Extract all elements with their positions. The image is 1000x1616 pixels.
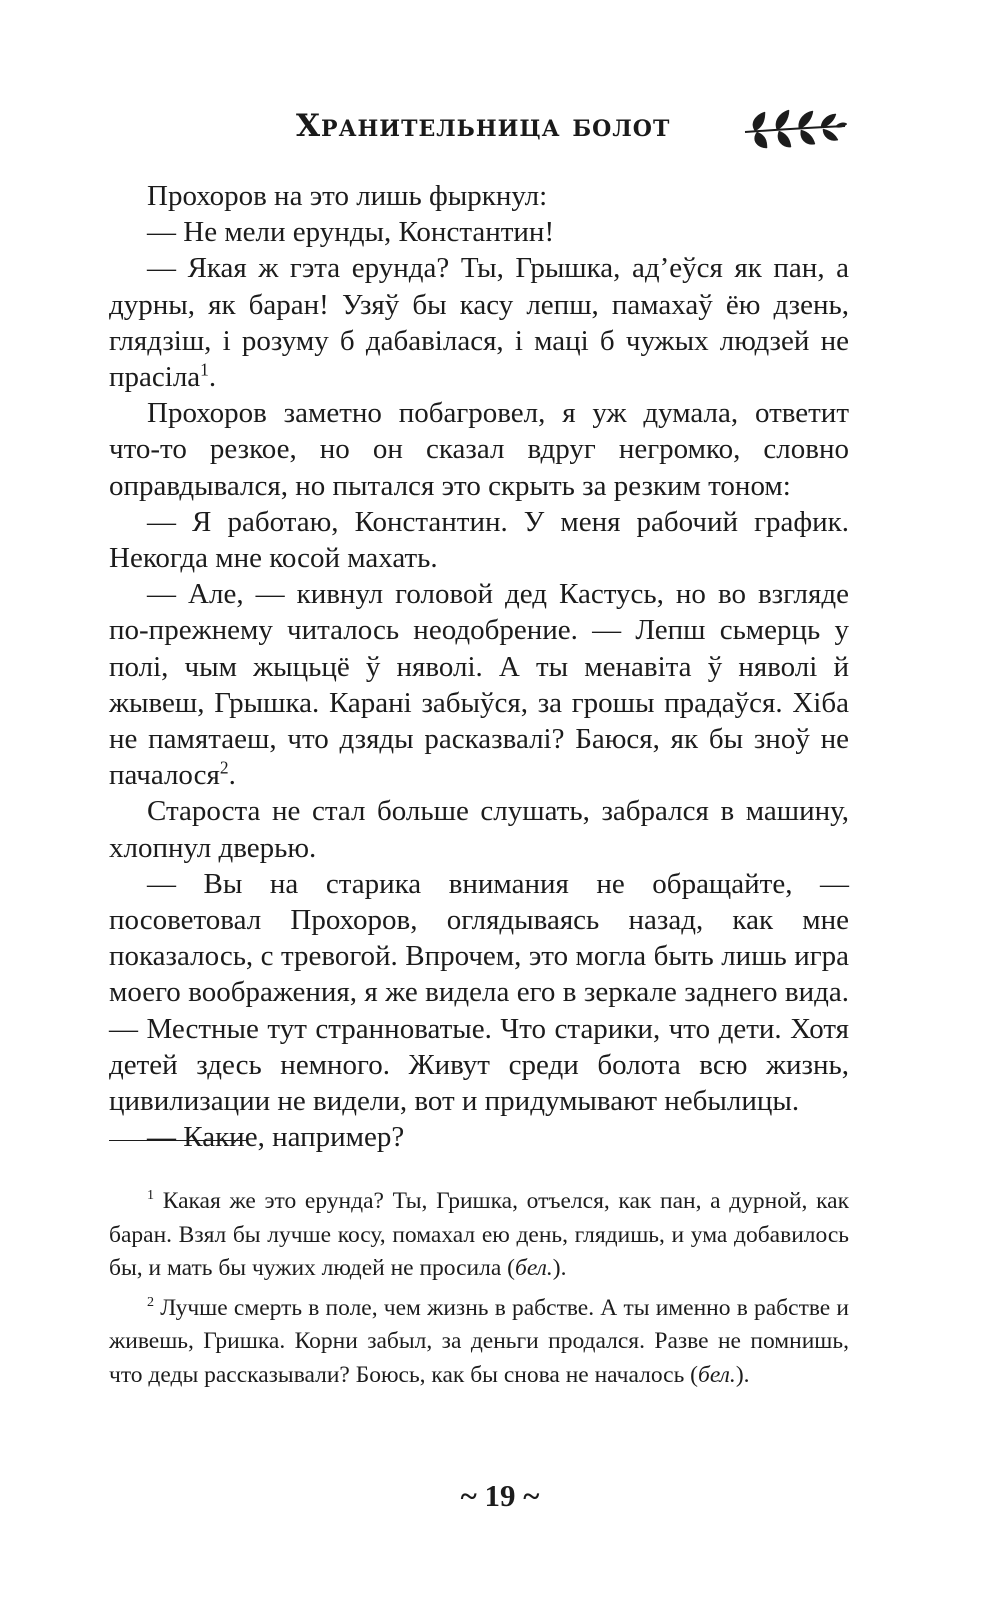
footnote-ref: 1: [200, 359, 209, 380]
body-text: [109, 178, 849, 1155]
paragraph: Прохоров на это лишь фыркнул:: [147, 180, 548, 212]
language-note: бел.: [698, 1361, 736, 1388]
dialogue-line: — Какие, например?: [147, 1121, 405, 1154]
dialogue-line: — Але, — кивнул головой дед Кастусь, но во взгляде по-прежнему читалось неодобрение. — Лепш сьмерць у полі, чым жыцьцё ў няволі. А ты менавіта ў няволі й жывеш, Грышка. Карані забыўся, за грошы прадаўся. Хіба не памятаеш, что дзяды расказвалі? Баюся, як бы зноў не пачалося$^2$.: [109, 578, 849, 792]
dialogue-line: — Вы на старика внимания не обращайте, — посоветовал Прохоров, оглядываясь назад, как мне показалось, с тревогой. Впрочем, это могла быть лишь игра моего воображения, я же видела его в зеркале заднего вида. — Местные тут странноватые. Что старики, что дети. Хотя детей здесь немного. Живут среди болота всю жизнь, цивилизации не видели, вот и придумывают небылицы.: [109, 867, 849, 1118]
paragraph: Прохоров заметно побагровел, я уж думала, ответит что-то резкое, но он сказал вдруг негромко, словно оправдывался, но пытался это скрыть за резким тоном:: [109, 397, 849, 502]
footnote-divider: [109, 1140, 247, 1141]
footnotes: [109, 1185, 849, 1398]
dialogue-line: — Я работаю, Константин. У меня рабочий график. Некогда мне косой махать.: [109, 505, 849, 575]
dialogue-line: — Якая ж гэта ерунда? Ты, Грышка, ад’еўся як пан, а дурны, як баран! Узяў бы касу лепш, памахаў ёю дзень, глядзіш, і розуму б дабавілася, і маці б чужых людзей не прасіла$^1$.: [109, 252, 849, 394]
dialogue-line: — Не мели ерунды, Константин!: [147, 216, 555, 249]
footnote: $^1$ Какая же это ерунда? Ты, Гришка, отъелся, как пан, а дурной, как баран. Взял бы лучше косу, помахал ею день, глядишь, и ума добавилось бы, и мать бы чужих людей не просила (бел.).: [109, 1187, 849, 1281]
page-number: ~ 19 ~: [460, 1478, 540, 1513]
language-note: бел.: [515, 1255, 553, 1281]
footnote-number: 2: [147, 1293, 155, 1310]
footnote-ref: 2: [219, 757, 229, 778]
footnote-number: 1: [147, 1187, 155, 1204]
running-title: Хранительница болот: [296, 108, 671, 144]
footnote: $^2$ Лучше смерть в поле, чем жизнь в рабстве. А ты именно в рабстве и живешь, Гришка. Корни забыл, за деньги продался. Разве не помнишь, что деды рассказывали? Боюсь, как бы снова не началось (бел.).: [109, 1293, 849, 1388]
leaf-sprig-icon: [743, 104, 848, 154]
paragraph: Староста не стал больше слушать, забрался в машину, хлопнул дверью.: [109, 795, 849, 864]
